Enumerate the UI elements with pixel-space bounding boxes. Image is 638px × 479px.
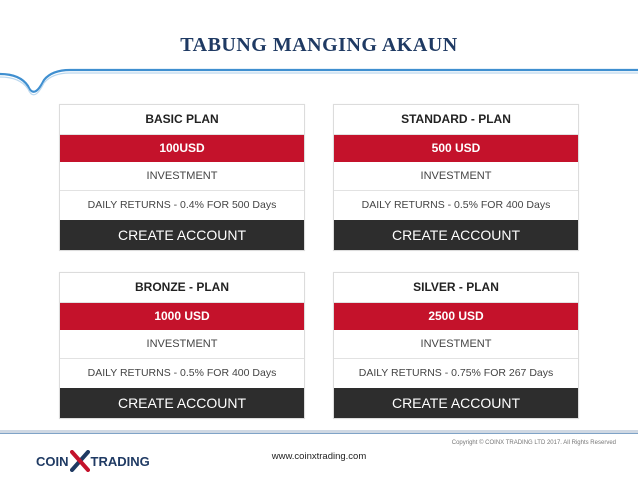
- plan-name: BRONZE - PLAN: [60, 273, 304, 303]
- create-account-button[interactable]: CREATE ACCOUNT: [60, 220, 304, 250]
- logo-text-coin: COIN: [36, 453, 69, 469]
- header-curve-decoration: [0, 60, 638, 110]
- plan-daily-returns: DAILY RETURNS - 0.75% FOR 267 Days: [358, 367, 554, 379]
- plan-price: 1000 USD: [60, 303, 304, 330]
- plan-investment-label: INVESTMENT: [60, 330, 304, 359]
- plan-daily-returns: DAILY RETURNS - 0.5% FOR 400 Days: [361, 199, 551, 211]
- plan-investment-label: INVESTMENT: [334, 162, 578, 191]
- plan-daily-returns: DAILY RETURNS - 0.4% FOR 500 Days: [87, 199, 277, 211]
- create-account-button[interactable]: CREATE ACCOUNT: [334, 388, 578, 418]
- plan-name: STANDARD - PLAN: [334, 105, 578, 135]
- plan-daily-returns: DAILY RETURNS - 0.5% FOR 400 Days: [87, 367, 277, 379]
- footer-divider-accent: [0, 433, 638, 434]
- logo-text-trading: TRADING: [90, 453, 150, 469]
- plan-price: 500 USD: [334, 135, 578, 162]
- plan-price: 2500 USD: [334, 303, 578, 330]
- plan-card-basic: [59, 104, 305, 251]
- plan-name: BASIC PLAN: [60, 105, 304, 135]
- plan-investment-label: INVESTMENT: [60, 162, 304, 191]
- slide-title: TABUNG MANGING AKAUN: [180, 34, 458, 56]
- website-url[interactable]: www.coinxtrading.com: [271, 451, 367, 462]
- plan-investment-label: INVESTMENT: [334, 330, 578, 359]
- copyright-text: Copyright © COINX TRADING LTD 2017. All Rights Reserved: [451, 440, 616, 446]
- plan-card-standard: [333, 104, 579, 251]
- plan-card-bronze: [59, 272, 305, 419]
- plan-name: SILVER - PLAN: [334, 273, 578, 303]
- create-account-button[interactable]: CREATE ACCOUNT: [60, 388, 304, 418]
- plan-price: 100USD: [60, 135, 304, 162]
- plan-card-silver: [333, 272, 579, 419]
- create-account-button[interactable]: CREATE ACCOUNT: [334, 220, 578, 250]
